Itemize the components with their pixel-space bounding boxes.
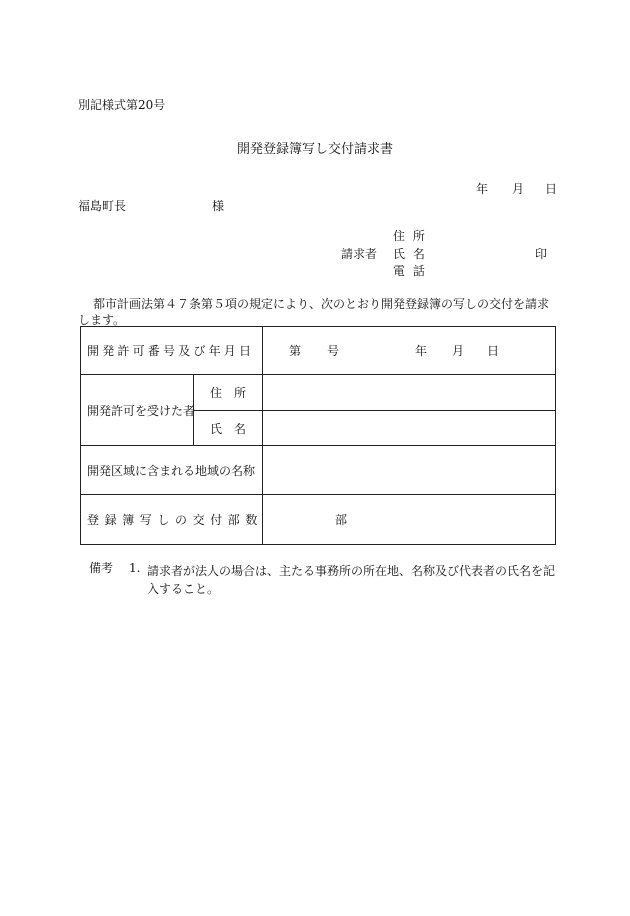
recipient-name-label: 氏 名	[210, 421, 247, 436]
copies-value-cell[interactable]	[263, 495, 556, 545]
copies-unit: 部	[335, 513, 348, 527]
permit-value-cell[interactable]	[263, 327, 556, 375]
applicant-address-label: 住 所	[393, 229, 427, 243]
copies-label: 登録簿写しの交付部数	[87, 513, 264, 527]
recipient-label-cell	[81, 375, 194, 446]
request-table	[80, 326, 556, 545]
date-day-label: 日	[545, 182, 558, 196]
addressee: 福島町長	[78, 199, 127, 213]
date-year-label: 年	[476, 182, 489, 196]
area-label-cell	[81, 446, 263, 495]
table-row-recipient-address	[81, 375, 556, 411]
note-number: 1.	[129, 561, 141, 575]
note-text: 請求者が法人の場合は、主たる事務所の所在地、名称及び代表者の氏名を記入すること。	[147, 564, 556, 596]
seal-mark: 印	[535, 247, 548, 261]
applicant-name-label: 氏 名	[393, 247, 427, 261]
document-title: 開発登録簿写し交付請求書	[236, 142, 393, 157]
permit-label-cell	[81, 327, 263, 375]
permit-month: 月	[452, 344, 465, 358]
date-month-label: 月	[512, 182, 525, 196]
copies-label-cell	[81, 495, 263, 545]
table-row-permit	[81, 327, 556, 375]
notes-label: 備考	[89, 561, 114, 575]
permit-go: 号	[327, 344, 340, 358]
intro-paragraph: 都市計画法第４７条第５項の規定により、次のとおり開発登録簿の写しの交付を請求します。	[78, 297, 550, 327]
recipient-name-label-cell	[194, 411, 263, 446]
area-label: 開発区域に含まれる地域の名称	[87, 463, 256, 478]
recipient-name-value-cell[interactable]	[263, 411, 556, 446]
permit-year: 年	[415, 344, 428, 358]
recipient-address-value-cell[interactable]	[263, 375, 556, 411]
applicant-role: 請求者	[341, 247, 378, 261]
applicant-phone-label: 電 話	[393, 264, 427, 278]
permit-dai: 第	[289, 344, 302, 358]
recipient-address-label: 住 所	[210, 386, 247, 400]
permit-day: 日	[487, 344, 500, 358]
table-row-copies	[81, 495, 556, 545]
table-row-area	[81, 446, 556, 495]
area-value-cell[interactable]	[263, 446, 556, 495]
form-number: 別記様式第20号	[78, 98, 166, 112]
recipient-label: 開発許可を受けた者	[87, 403, 196, 418]
recipient-address-label-cell	[194, 375, 263, 411]
permit-label: 開発許可番号及び年月日	[87, 344, 255, 358]
honorific: 様	[212, 199, 225, 213]
